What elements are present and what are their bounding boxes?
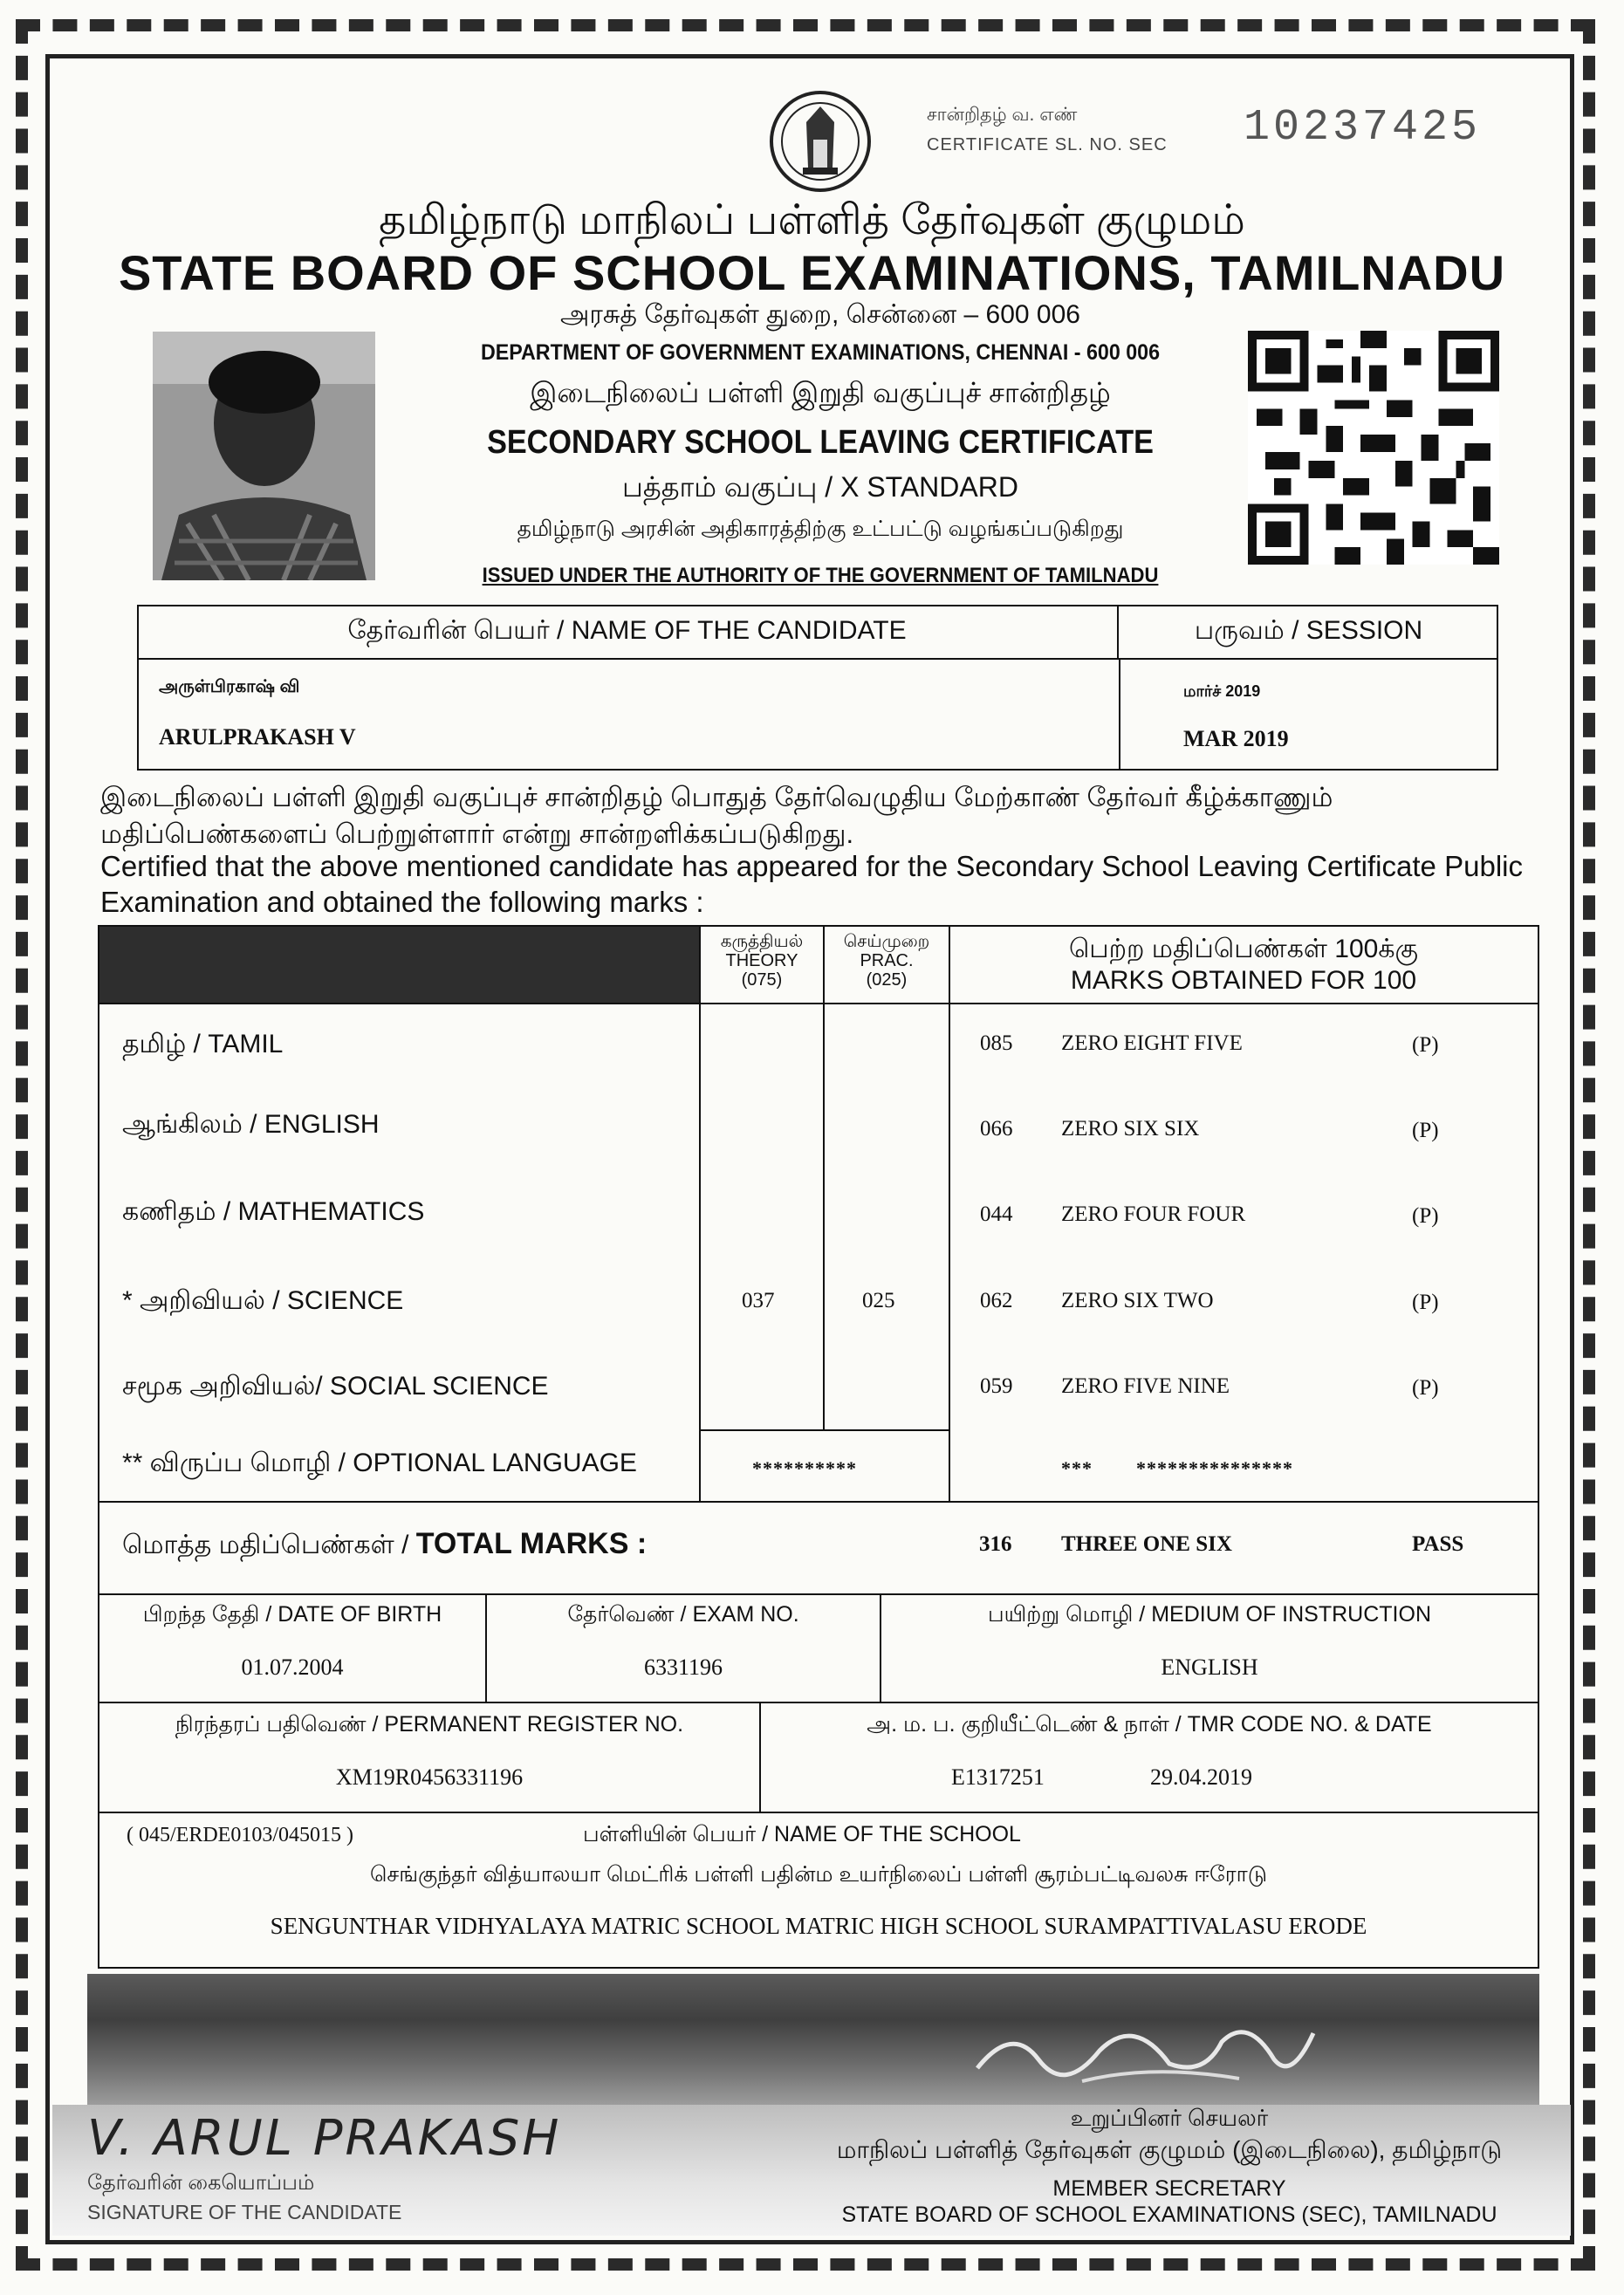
session-value: MAR 2019 <box>1183 726 1289 751</box>
candidate-signature-label: SIGNATURE OF THE CANDIDATE <box>87 2201 402 2223</box>
divider <box>98 1702 1539 1703</box>
date-of-birth: 01.07.2004 <box>241 1654 344 1680</box>
marks-header: பெற்ற மதிப்பெண்கள் 100க்கு MARKS OBTAINED FOR 100 <box>1068 935 1419 995</box>
divider <box>699 1429 950 1431</box>
member-secretary: MEMBER SECRETARY <box>1052 2176 1286 2201</box>
certification-text: Certified that the above mentioned candidate has appeared for the Secondary School Leaving Certificate Public Examination and obtained the following marks : <box>100 850 1523 918</box>
board-name-tamil: மாநிலப் பள்ளித் தேர்வுகள் குழுமம் (இடைநிலை), தமிழ்நாடு <box>836 2136 1503 2163</box>
board-name-footer: STATE BOARD OF SCHOOL EXAMINATIONS (SEC), TAMILNADU <box>841 2203 1497 2227</box>
candidate-photo <box>153 332 375 580</box>
marks-in-words: ZERO EIGHT FIVE <box>1061 1031 1243 1055</box>
school-code: ( 045/ERDE0103/045015 ) <box>127 1824 353 1846</box>
serial-number: 10237425 <box>1244 103 1482 153</box>
optional-tp-stars: ********** <box>752 1457 857 1479</box>
result-badge: (P) <box>1412 1033 1439 1057</box>
marks-in-words: ZERO FIVE NINE <box>1061 1374 1230 1398</box>
total-in-words: THREE ONE SIX <box>1061 1532 1232 1556</box>
department-tamil: அரசுத் தேர்வுகள் துறை, சென்னை – 600 006 <box>560 300 1080 329</box>
register-label: நிரந்தரப் பதிவெண் / PERMANENT REGISTER NO. <box>175 1712 684 1737</box>
session-label: பருவம் / SESSION <box>1119 605 1498 660</box>
qr-code <box>1248 330 1499 565</box>
tmr-date: 29.04.2019 <box>1150 1764 1252 1790</box>
session-tamil: மார்ச் 2019 <box>1183 682 1261 700</box>
authority-statement: ISSUED UNDER THE AUTHORITY OF THE GOVERNMENT OF TAMILNADU <box>482 564 1159 587</box>
permanent-register-no: XM19R0456331196 <box>335 1764 524 1790</box>
medium-label: பயிற்று மொழி / MEDIUM OF INSTRUCTION <box>987 1602 1432 1627</box>
government-emblem-icon <box>768 87 873 201</box>
result-status: PASS <box>1412 1532 1464 1556</box>
department-name: DEPARTMENT OF GOVERNMENT EXAMINATIONS, CHENNAI - 600 006 <box>480 340 1161 365</box>
subject-name: கணிதம் / MATHEMATICS <box>122 1197 425 1226</box>
optional-marks-stars: *** <box>1061 1457 1093 1479</box>
serial-label: CERTIFICATE SL. NO. SEC <box>927 135 1168 154</box>
theory-marks: 037 <box>742 1289 775 1312</box>
certificate-title: SECONDARY SCHOOL LEAVING CERTIFICATE <box>487 424 1154 461</box>
subject-marks: 044 <box>980 1202 1013 1226</box>
subject-marks: 062 <box>980 1289 1013 1312</box>
result-badge: (P) <box>1412 1204 1439 1228</box>
divider <box>98 1003 1539 1004</box>
divider <box>949 927 950 1501</box>
practical-marks: 025 <box>862 1289 895 1312</box>
standard-label: பத்தாம் வகுப்பு / X STANDARD <box>622 471 1018 503</box>
medium-of-instruction: ENGLISH <box>1161 1654 1258 1680</box>
candidate-name: ARULPRAKASH V <box>159 724 356 750</box>
divider <box>699 927 701 1501</box>
board-title-tamil: தமிழ்நாடு மாநிலப் பள்ளித் தேர்வுகள் குழுமம் <box>379 197 1245 243</box>
name-label: தேர்வரின் பெயர் / NAME OF THE CANDIDATE <box>137 605 1119 660</box>
session-column <box>1119 660 1498 771</box>
subject-marks: 059 <box>980 1374 1013 1398</box>
result-badge: (P) <box>1412 1291 1439 1314</box>
marks-in-words: ZERO SIX SIX <box>1061 1117 1200 1141</box>
subject-name: * அறிவியல் / SCIENCE <box>122 1286 404 1315</box>
marks-in-words: ZERO FOUR FOUR <box>1061 1202 1246 1226</box>
serial-label-tamil: சான்றிதழ் வ. எண் <box>927 105 1078 125</box>
divider <box>98 1501 1539 1503</box>
divider <box>98 1812 1539 1813</box>
candidate-signature: V. ARUL PRAKASH <box>87 2110 562 2167</box>
tmr-label: அ. ம. ப. குறியீட்டெண் & நாள் / TMR CODE NO. & DATE <box>867 1712 1432 1737</box>
theory-header: கருத்தியல் THEORY (075) <box>720 932 804 990</box>
subject-name: ஆங்கிலம் / ENGLISH <box>122 1110 380 1139</box>
authority-tamil: தமிழ்நாடு அரசின் அதிகாரத்திற்கு உட்பட்டு வழங்கப்படுகிறது <box>517 517 1124 541</box>
secretary-signature-icon <box>960 1998 1326 2094</box>
board-title: STATE BOARD OF SCHOOL EXAMINATIONS, TAMILNADU <box>118 245 1506 300</box>
exam-no-label: தேர்வெண் / EXAM NO. <box>567 1602 799 1627</box>
practical-header: செய்முறை PRAC. (025) <box>843 932 930 990</box>
subject-name: தமிழ் / TAMIL <box>122 1030 284 1058</box>
result-badge: (P) <box>1412 1376 1439 1400</box>
exam-number: 6331196 <box>643 1654 723 1680</box>
total-marks: 316 <box>979 1532 1012 1556</box>
school-name-tamil: செங்குந்தர் வித்யாலயா மெட்ரிக் பள்ளி பதின்ம உயர்நிலைப் பள்ளி சூரம்பட்டிவலசு ஈரோடு <box>369 1862 1268 1887</box>
candidate-name-tamil: அருள்பிரகாஷ் வி <box>159 677 300 696</box>
school-name: SENGUNTHAR VIDHYALAYA MATRIC SCHOOL MATRIC HIGH SCHOOL SURAMPATTIVALASU ERODE <box>270 1913 1367 1939</box>
optional-words-stars: *************** <box>1136 1457 1293 1479</box>
tmr-code: E1317251 <box>951 1764 1045 1790</box>
optional-language-label: ** விருப்ப மொழி / OPTIONAL LANGUAGE <box>122 1449 637 1477</box>
subject-header-blackout <box>99 927 700 1004</box>
subject-marks: 085 <box>980 1031 1013 1055</box>
result-badge: (P) <box>1412 1119 1439 1142</box>
certificate-title-tamil: இடைநிலைப் பள்ளி இறுதி வகுப்புச் சான்றிதழ் <box>530 377 1111 408</box>
subject-name: சமூக அறிவியல்/ SOCIAL SCIENCE <box>122 1372 549 1401</box>
subject-marks: 066 <box>980 1117 1013 1141</box>
member-secretary-tamil: உறுப்பினர் செயலர் <box>1070 2105 1269 2131</box>
school-label: பள்ளியின் பெயர் / NAME OF THE SCHOOL <box>583 1822 1021 1846</box>
dob-label: பிறந்த தேதி / DATE OF BIRTH <box>142 1602 442 1627</box>
certification-text-tamil: இடைநிலைப் பள்ளி இறுதி வகுப்புச் சான்றிதழ் பொதுத் தேர்வெழுதிய மேற்காண் தேர்வர் கீழ்க்காணும் மதிப்பெண்களைப் பெற்றுள்ளார் என்று சான்றளிக்கப்படுகிறது. <box>100 782 1333 849</box>
total-marks-label: மொத்த மதிப்பெண்கள் / TOTAL MARKS : <box>122 1527 648 1560</box>
divider <box>98 1593 1539 1595</box>
marks-in-words: ZERO SIX TWO <box>1061 1289 1214 1312</box>
candidate-signature-label-tamil: தேர்வரின் கையொப்பம் <box>87 2171 315 2195</box>
